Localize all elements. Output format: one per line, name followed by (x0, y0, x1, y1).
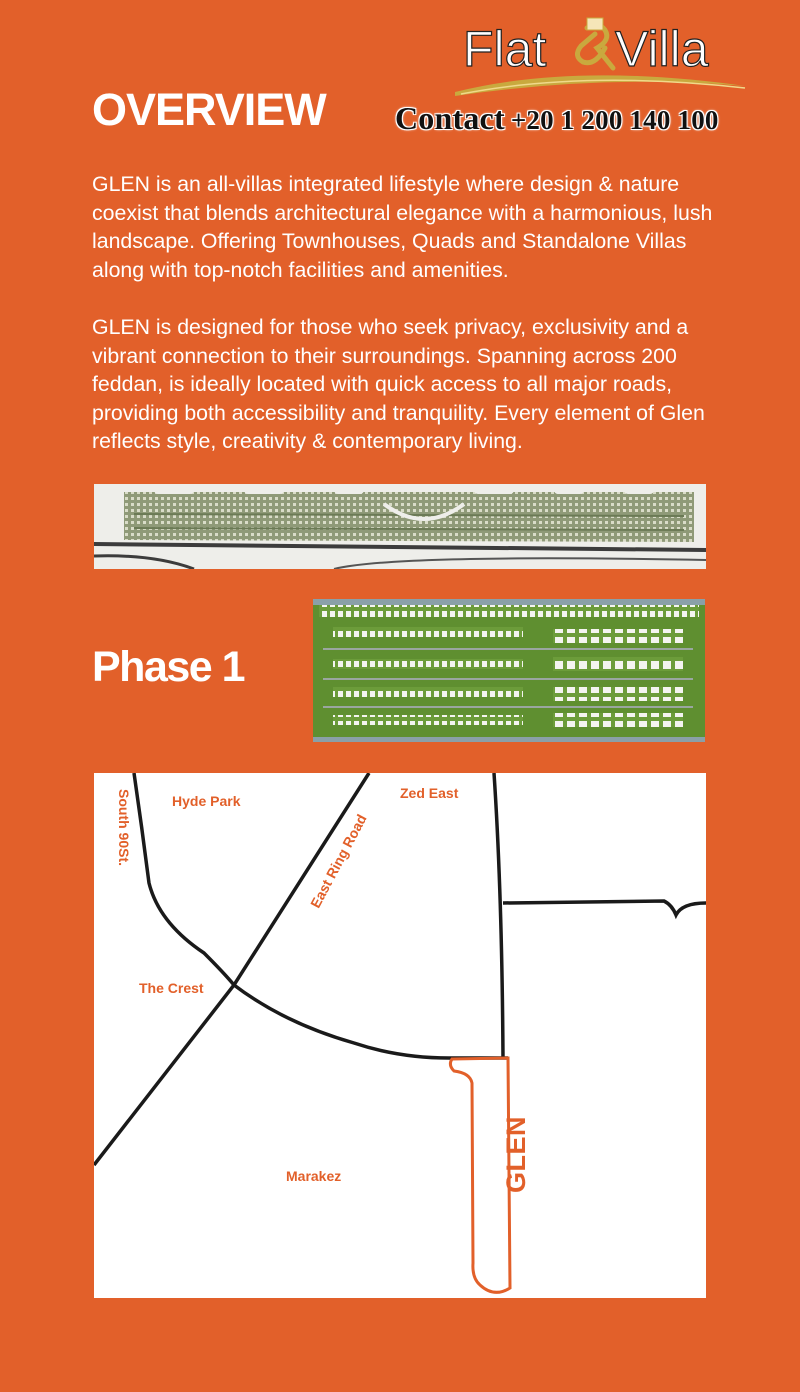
logo-text-villa: Villa (615, 21, 709, 77)
map-label-the-crest: The Crest (139, 980, 204, 996)
road-east-ring (94, 773, 369, 1165)
map-label-east-ring-road: East Ring Road (307, 811, 370, 911)
overview-heading: OVERVIEW (92, 84, 326, 135)
road-branch (503, 901, 706, 915)
brand-logo (455, 14, 755, 106)
contact-label: Contact (395, 100, 505, 136)
phase-1-plan-image (313, 599, 705, 742)
ampersand-icon (577, 18, 613, 68)
overview-paragraph-1: GLEN is an all-villas integrated lifestyle where design & nature coexist that blends architectural elegance with a harmonious, lush landscape. Offering Townhouses, Quads and Standalone Villas along with top-notch facilities and amenities. (92, 172, 713, 282)
contact-number[interactable]: +20 1 200 140 100 (510, 105, 719, 135)
road-zed-east (494, 773, 503, 1058)
overview-paragraph-2: GLEN is designed for those who seek privacy, exclusivity and a vibrant connection to their surroundings. Spanning across 200 feddan, is ideally located with quick access to all major roads, providing both accessibility and tranquility. Every element of Glen reflects style, creativity & contemporary living. (92, 315, 705, 453)
location-map (94, 773, 706, 1298)
map-label-marakez: Marakez (286, 1168, 342, 1184)
map-label-zed-east: Zed East (400, 785, 459, 801)
road-crest (234, 985, 508, 1058)
logo-text-flat: Flat (463, 21, 547, 77)
phase-heading: Phase 1 (92, 643, 245, 691)
logo-graphic (455, 14, 755, 106)
map-label-glen: GLEN (501, 1115, 532, 1194)
map-label-hyde-park: Hyde Park (172, 793, 241, 809)
masterplan-image (94, 484, 706, 569)
map-roads (94, 773, 706, 1298)
contact-info (395, 100, 719, 137)
map-label-south-90: South 90St. (116, 789, 132, 867)
